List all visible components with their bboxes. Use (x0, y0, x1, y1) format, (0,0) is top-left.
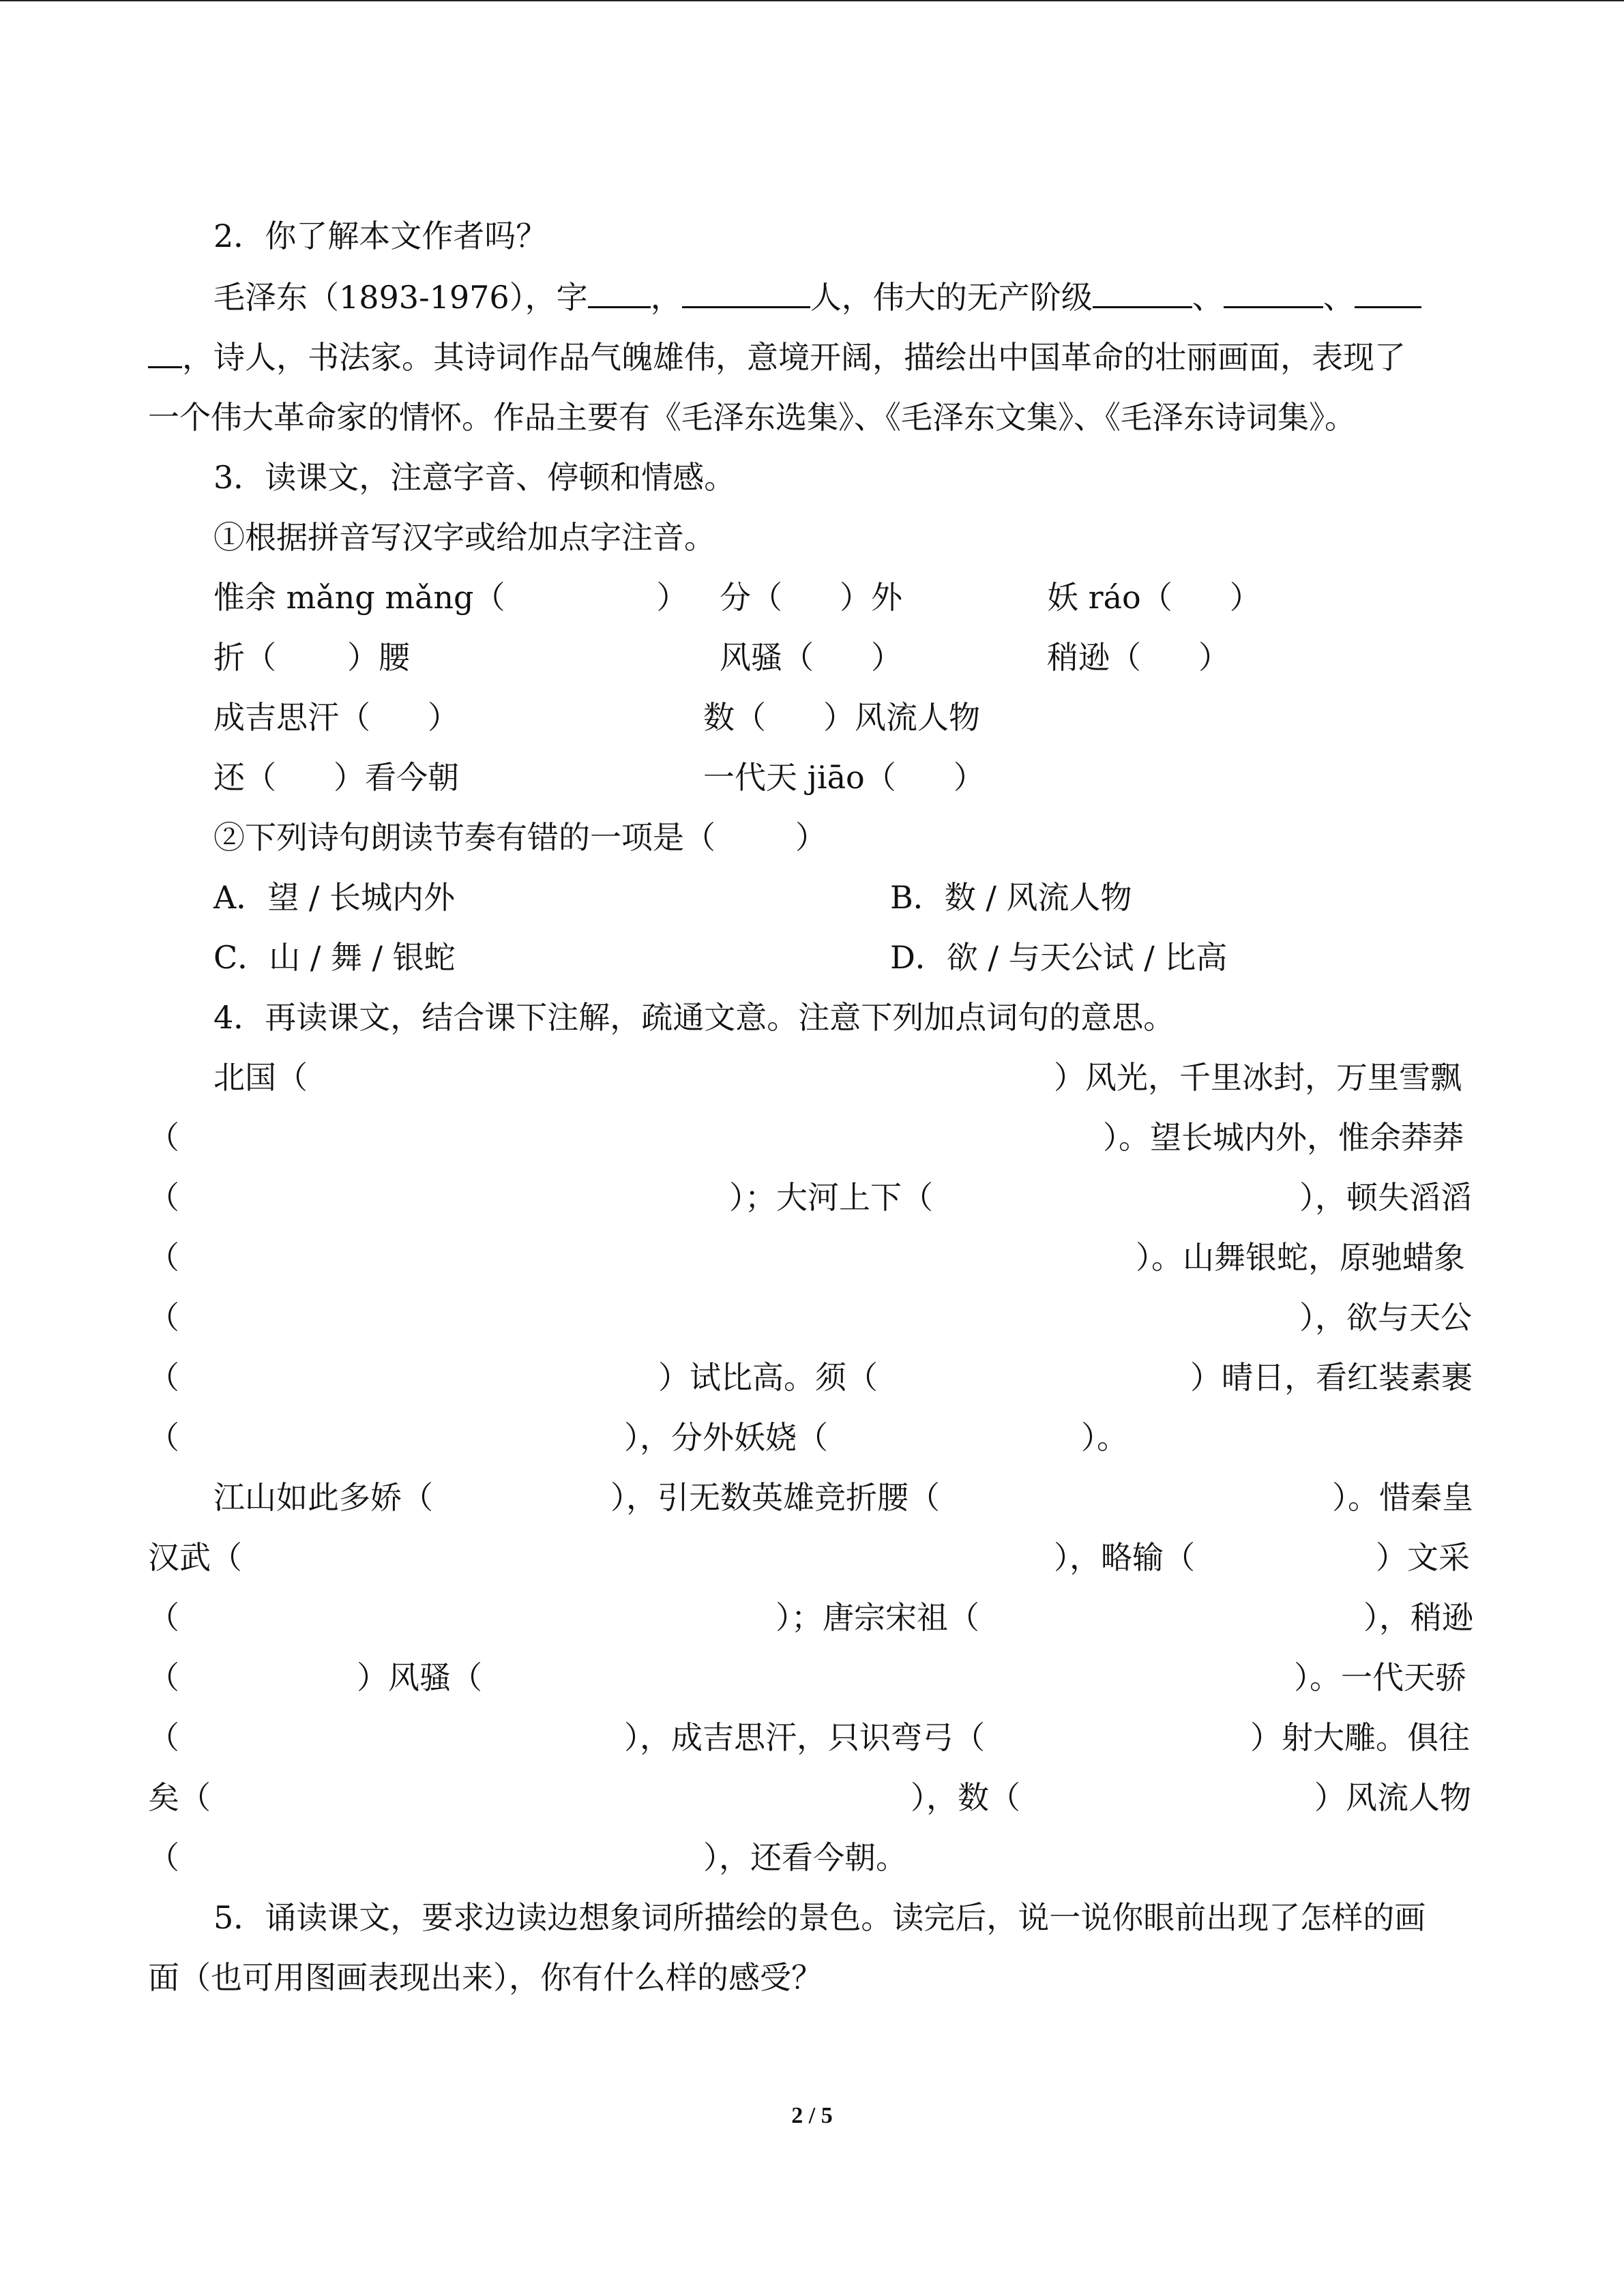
gloss-text: ），顿失滔滔 (1299, 1179, 1472, 1216)
gloss-text: ）；唐宗宋祖（ (776, 1599, 979, 1636)
gloss-text: （ (148, 1359, 179, 1396)
pinyin-item-xun: 稍逊（ ） (1047, 639, 1230, 676)
q5-line-1: 5．诵读课文，要求边读边想象词所描绘的景色。读完后，说一说你眼前出现了怎样的画 (213, 1899, 1426, 1936)
q4-title: 4．再读课文，结合课下注解，疏通文意。注意下列加点词句的意思。 (213, 999, 1175, 1036)
gloss-text: ）风光，千里冰封，万里雪飘 (1054, 1059, 1462, 1096)
gloss-text: ）文采 (1376, 1539, 1470, 1576)
pinyin-item-mangmang: 惟余 mǎng mǎng（ ） (213, 579, 688, 616)
gloss-text: （ (148, 1419, 179, 1456)
gloss-text: （ (148, 1599, 179, 1636)
q2-text-c: ，诗人，书法家。其诗词作品气魄雄伟，意境开阔，描绘出中国革命的壮丽画面，表现了 (182, 339, 1406, 376)
gloss-text: ），稍逊 (1363, 1599, 1473, 1636)
pinyin-item-rao: 妖 ráo（ ） (1047, 579, 1261, 616)
identity-blank-3-cont[interactable] (148, 339, 182, 368)
hometown-blank[interactable] (682, 279, 810, 308)
q3-title: 3．读课文，注意字音、停顿和情感。 (213, 459, 736, 496)
pinyin-item-fen: 分（ ）外 (720, 579, 902, 616)
gloss-text: ）。惜秦皇 (1332, 1479, 1473, 1516)
page-number: 2 / 5 (791, 2103, 833, 2128)
q2-title: 2．你了解本文作者吗？ (213, 218, 548, 254)
q2-author-line-2 (148, 338, 1406, 376)
gloss-text: ），成吉思汗，只识弯弓（ (624, 1719, 985, 1756)
q2-author-line: 毛泽东（1893-1976），字 ， 人，伟大的无产阶级 、 、 (213, 278, 1421, 316)
q2-works-line: 一个伟大革命家的情怀。作品主要有《毛泽东选集》、《毛泽东文集》、《毛泽东诗词集》。 (148, 399, 1356, 436)
gloss-text: 江山如此多娇（ (213, 1479, 433, 1516)
q2-text-b: 人，伟大的无产阶级 (810, 279, 1093, 316)
pinyin-item-huan: 还（ ）看今朝 (213, 759, 459, 796)
gloss-text: （ (148, 1299, 179, 1336)
gloss-text: ），引无数英雄竞折腰（ (610, 1479, 940, 1516)
identity-blank-1[interactable] (1093, 279, 1192, 308)
option-d[interactable]: D．欲 / 与天公试 / 比高 (890, 939, 1228, 976)
gloss-text: ）；大河上下（ (729, 1179, 933, 1216)
gloss-text: ）。 (1081, 1419, 1128, 1456)
identity-blank-3[interactable] (1355, 279, 1421, 308)
pinyin-item-shu: 数（ ）风流人物 (703, 699, 980, 736)
gloss-text: （ (148, 1239, 179, 1276)
identity-blank-2[interactable] (1224, 279, 1323, 308)
gloss-text: （ (148, 1119, 179, 1156)
q3-sub2: ②下列诗句朗读节奏有错的一项是（ ） (213, 819, 827, 856)
gloss-text: （ (148, 1839, 179, 1876)
gloss-text: ）射大雕。俱往 (1250, 1719, 1470, 1756)
option-a[interactable]: A．望 / 长城内外 (213, 879, 455, 916)
gloss-text: ），还看今朝。 (703, 1839, 907, 1876)
gloss-text: ）风流人物 (1314, 1779, 1471, 1816)
q5-line-2: 面（也可用图画表现出来），你有什么样的感受？ (148, 1959, 823, 1996)
option-b[interactable]: B．数 / 风流人物 (890, 879, 1132, 916)
pinyin-item-jiao: 一代天 jiāo（ ） (703, 759, 985, 796)
gloss-text: ）晴日，看红装素裹 (1190, 1359, 1473, 1396)
gloss-text: （ (148, 1719, 179, 1756)
gloss-text: （ (148, 1179, 179, 1216)
courtesy-name-blank[interactable] (588, 279, 651, 308)
gloss-text: 北国（ (213, 1059, 308, 1096)
gloss-text: ）。一代天骄 (1294, 1659, 1466, 1696)
gloss-text: 矣（ (148, 1779, 211, 1816)
gloss-text: ）。山舞银蛇，原驰蜡象 (1136, 1239, 1465, 1276)
gloss-text: ）试比高。须（ (658, 1359, 878, 1396)
gloss-text: （ (148, 1659, 179, 1696)
pinyin-item-zhe: 折（ ）腰 (213, 639, 410, 676)
gloss-text: ）。望长城内外，惟余莽莽 (1103, 1119, 1464, 1156)
gloss-text: ），略输（ (1054, 1539, 1195, 1576)
pinyin-item-sao: 风骚（ ） (720, 639, 902, 676)
gloss-text: ），分外妖娆（ (624, 1419, 828, 1456)
gloss-text: 汉武（ (148, 1539, 242, 1576)
gloss-text: ），欲与天公 (1299, 1299, 1472, 1336)
option-c[interactable]: C．山 / 舞 / 银蛇 (213, 939, 456, 976)
pinyin-item-han: 成吉思汗（ ） (213, 699, 459, 736)
q3-sub1: ①根据拼音写汉字或给加点字注音。 (213, 519, 715, 556)
gloss-text: ），数（ (911, 1779, 1020, 1816)
gloss-text: ）风骚（ (357, 1659, 482, 1696)
q2-text-a: 毛泽东（1893-1976），字 (213, 279, 588, 316)
